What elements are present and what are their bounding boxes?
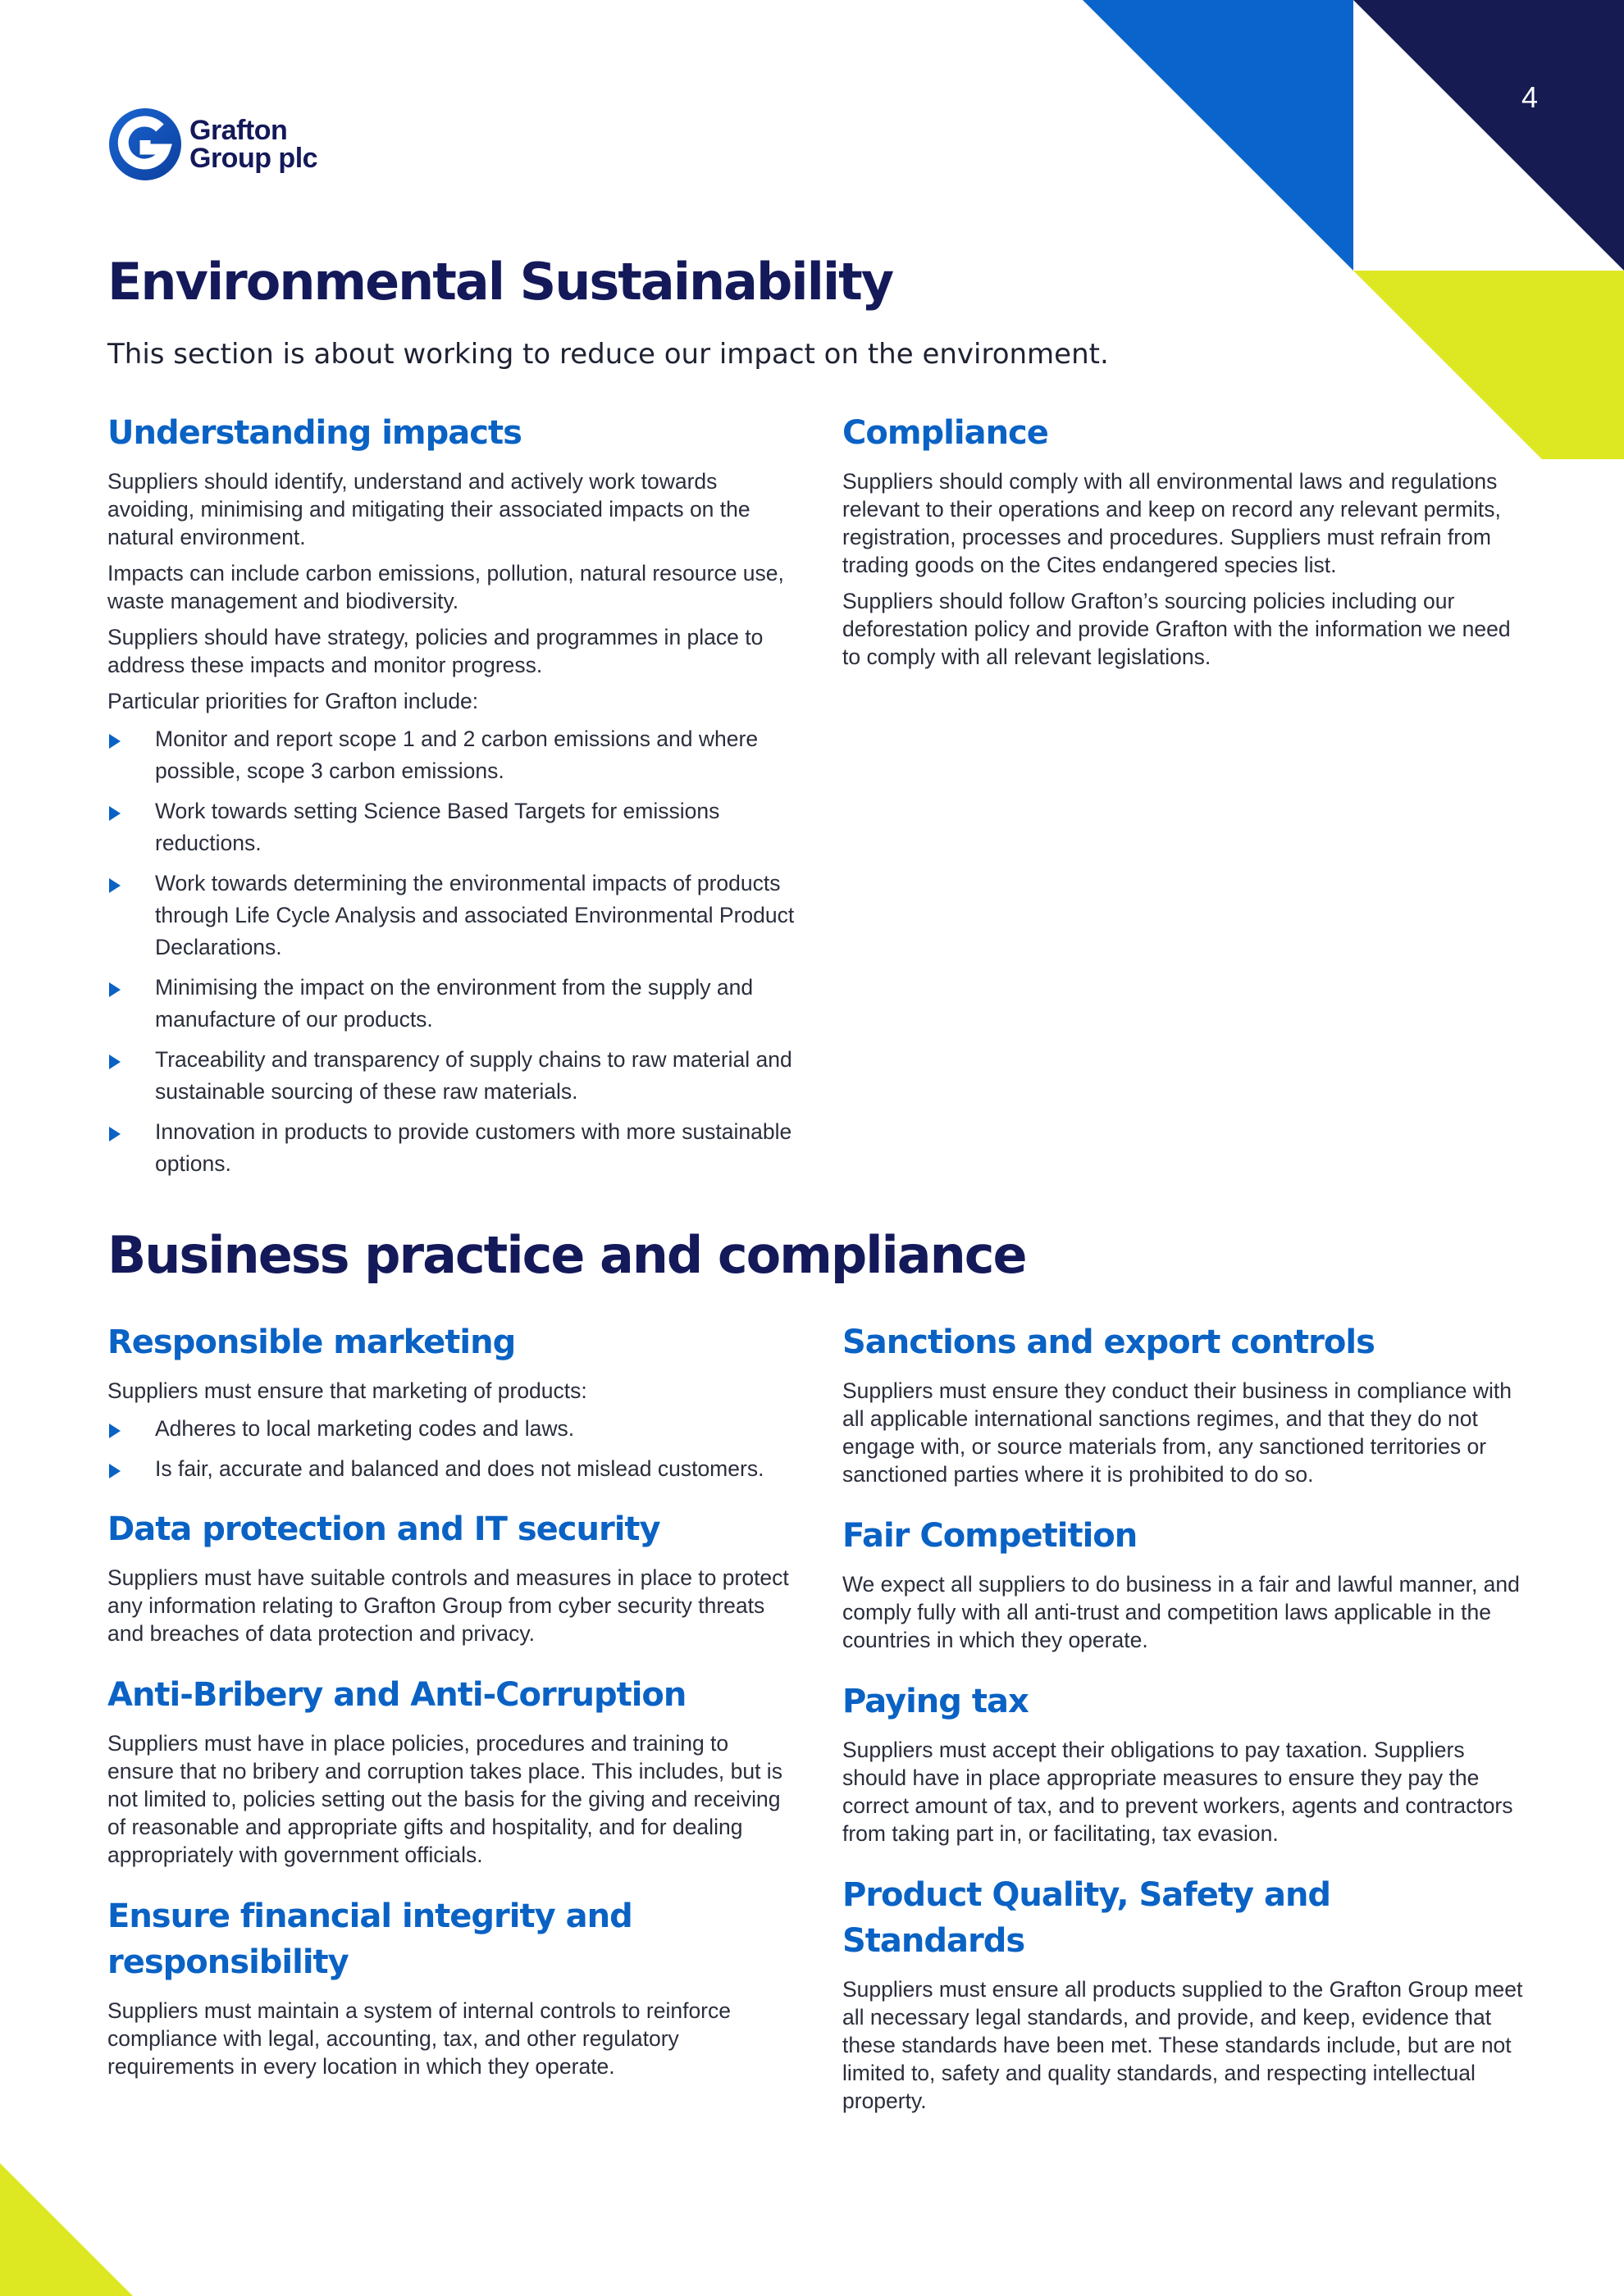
heading-paying-tax: Paying tax	[842, 1683, 1029, 1720]
heading-compliance: Compliance	[842, 414, 1048, 452]
triangle-bullet-icon	[109, 878, 121, 893]
list-item	[107, 1453, 796, 1485]
paragraph: Suppliers should comply with all environmental laws and regulations relevant to their operations and keep on record any relevant permits, registration, processes and procedures. Suppliers must refrain from trading goods on the Cites endangered species list.	[842, 469, 1501, 577]
triangle-bullet-icon	[109, 1464, 121, 1478]
financial-integrity-block	[107, 1893, 796, 2080]
paragraph: Suppliers must ensure they conduct their business in compliance with all applicable international sanctions regimes, and that they do not engage with, or source materials from, any sanctioned territories or sanctioned parties where it is prohibited to do so.	[842, 1378, 1512, 1487]
list-item-text: Is fair, accurate and balanced and does not mislead customers.	[155, 1456, 764, 1481]
navy-triangle	[1353, 0, 1624, 271]
paragraph: Suppliers must ensure that marketing of products:	[107, 1378, 587, 1403]
heading-fair-competition: Fair Competition	[842, 1517, 1138, 1555]
business-left-column	[107, 1319, 796, 2089]
heading-financial-integrity: Ensure financial integrity and responsibility	[107, 1897, 632, 1981]
paragraph: Suppliers must ensure all products supplied to the Grafton Group meet all necessary legal standards, and provide, and keep, evidence that these standards have been met. These standards include, but are not limited to, safety and quality standards, and respecting intellectual property.	[842, 1977, 1523, 2113]
list-item	[107, 1116, 796, 1180]
section-intro: This section is about working to reduce our impact on the environment.	[107, 338, 1109, 371]
triangle-bullet-icon	[109, 982, 121, 997]
list-item	[107, 795, 796, 859]
paying-tax-block	[842, 1679, 1523, 1847]
responsible-marketing-block	[107, 1319, 796, 1485]
paragraph: Impacts can include carbon emissions, pollution, natural resource use, waste management and biodiversity.	[107, 561, 784, 613]
paragraph: Suppliers must have in place policies, procedures and training to ensure that no bribery and corruption takes place. This includes, but is not limited to, policies setting out the basis for the giving and receiving of reasonable and appropriate gifts and hospitality, and for dealing appropriately with government officials.	[107, 1731, 782, 1867]
list-item	[107, 1044, 796, 1108]
heading-product-quality: Product Quality, Safety and Standards	[842, 1876, 1331, 1960]
fair-competition-block	[842, 1513, 1523, 1654]
paragraph: Suppliers should follow Grafton’s sourcing policies including our deforestation policy and provide Grafton with the information we need to comply with all relevant legislations.	[842, 589, 1511, 669]
triangle-bullet-icon	[109, 806, 121, 821]
heading-understanding-impacts: Understanding impacts	[107, 414, 522, 452]
data-protection-block	[107, 1506, 796, 1647]
paragraph: We expect all suppliers to do business in a fair and lawful manner, and comply fully with all anti-trust and competition laws applicable in the countries in which they operate.	[842, 1572, 1520, 1652]
anti-bribery-block	[107, 1672, 796, 1869]
logo-line-1: Grafton	[189, 115, 288, 146]
list-item	[107, 972, 796, 1036]
list-item-text: Minimising the impact on the environment from the supply and manufacture of our products.	[155, 975, 754, 1032]
heading-data-protection: Data protection and IT security	[107, 1510, 660, 1548]
triangle-bullet-icon	[109, 1424, 121, 1438]
heading-sanctions: Sanctions and export controls	[842, 1323, 1375, 1361]
list-item	[107, 1413, 796, 1445]
logo-line-2: Group plc	[189, 143, 318, 174]
corner-decoration-top-right	[1083, 0, 1624, 459]
marketing-list	[107, 1413, 796, 1485]
priorities-list	[107, 723, 796, 1180]
product-quality-block	[842, 1872, 1523, 2115]
list-item-text: Monitor and report scope 1 and 2 carbon emissions and where possible, scope 3 carbon emissions.	[155, 727, 759, 783]
heading-responsible-marketing: Responsible marketing	[107, 1323, 516, 1361]
grafton-g-logo-icon	[107, 107, 183, 182]
corner-decoration-bottom-left	[0, 2163, 139, 2296]
list-item-text: Adheres to local marketing codes and laws.	[155, 1416, 575, 1441]
triangle-bullet-icon	[109, 1055, 121, 1069]
paragraph: Suppliers should identify, understand and actively work towards avoiding, minimising and mitigating their associated impacts on the natural environment.	[107, 469, 750, 549]
list-item	[107, 723, 796, 787]
sanctions-block	[842, 1319, 1523, 1488]
list-item-text: Work towards determining the environmental impacts of products through Life Cycle Analysis and associated Environmental Product Declarations.	[155, 871, 795, 959]
paragraph: Suppliers should have strategy, policies and programmes in place to address these impacts and monitor progress.	[107, 625, 764, 677]
business-right-column	[842, 1319, 1523, 2123]
list-item-text: Innovation in products to provide customers with more sustainable options.	[155, 1119, 792, 1176]
page-number: 4	[1521, 80, 1539, 114]
logo-wordmark	[189, 116, 317, 172]
triangle-bullet-icon	[109, 734, 121, 749]
paragraph: Suppliers must maintain a system of internal controls to reinforce compliance with legal, accounting, tax, and other regulatory requirements in every location in which they operate.	[107, 1998, 731, 2079]
heading-anti-bribery: Anti-Bribery and Anti-Corruption	[107, 1676, 687, 1714]
company-logo	[107, 107, 317, 182]
section-title-business: Business practice and compliance	[107, 1225, 1026, 1285]
understanding-impacts-block	[107, 410, 796, 1188]
list-item-text: Work towards setting Science Based Targets for emissions reductions.	[155, 799, 720, 855]
paragraph: Suppliers must accept their obligations to pay taxation. Suppliers should have in place appropriate measures to ensure they pay the correct amount of tax, and to prevent workers, agents and contractors from taking part in, or facilitating, tax evasion.	[842, 1738, 1513, 1846]
compliance-block	[842, 410, 1523, 679]
lime-triangle	[0, 2163, 133, 2296]
paragraph: Suppliers must have suitable controls and measures in place to protect any information relating to Grafton Group from cyber security threats and breaches of data protection and privacy.	[107, 1565, 789, 1646]
paragraph: Particular priorities for Grafton include:	[107, 689, 479, 713]
blue-triangle	[1083, 0, 1353, 271]
triangle-bullet-icon	[109, 1127, 121, 1141]
section-title-environmental: Environmental Sustainability	[107, 252, 893, 312]
list-item	[107, 868, 796, 963]
list-item-text: Traceability and transparency of supply chains to raw material and sustainable sourcing of these raw materials.	[155, 1047, 792, 1104]
